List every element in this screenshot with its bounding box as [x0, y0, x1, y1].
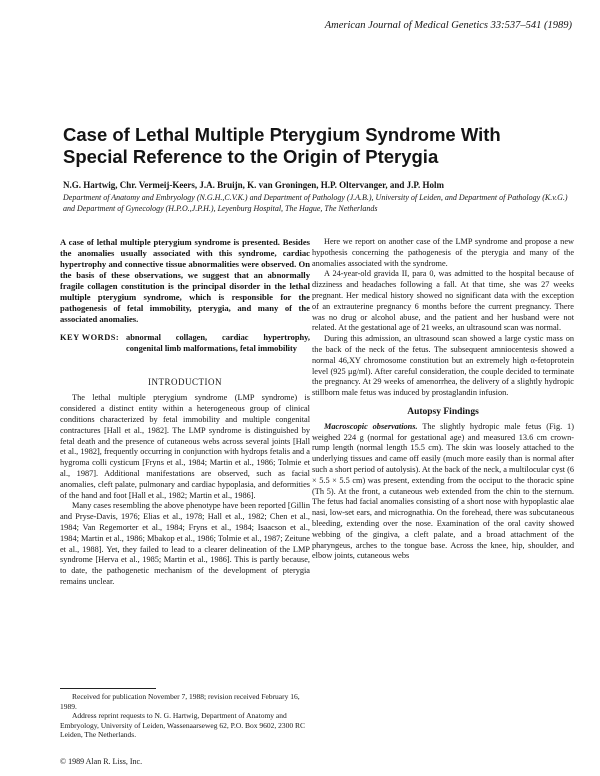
affiliation: Department of Anatomy and Embryology (N.G.H.,C.V.K.) and Department of Pathology (J.A.B.), University of Leiden, and Department of Pathology (K.v.G.) and Department of Gynecology (H.P.O.,J.P.H.), Leyenburg Hospital, The Hague, The Netherlands — [63, 193, 568, 213]
intro-paragraph-3: Here we report on another case of the LMP syndrome and propose a new hypothesis concerning the pathogenesis of the pterygia and many of the anomalies associated with the syndrome. — [312, 237, 574, 268]
copyright-line: © 1989 Alan R. Liss, Inc. — [60, 757, 143, 766]
keywords-label: KEY WORDS: — [60, 333, 120, 342]
keywords-terms: abnormal collagen, cardiac hypertrophy, congenital limb malformations, fetal immobility — [126, 333, 310, 353]
case-paragraph-2: During this admission, an ultrasound scan showed a large cystic mass on the back of the neck of the fetus. The subsequent amniocentesis showed a normal 46,XY chromosome constitution but an extremely high α-fetoprotein level (925 μg/ml). After careful consideration, the couple decided to terminate the pregnancy. At 29 weeks of amenorrhea, the delivery of a slightly hydropic stillborn male fetus was induced by prostaglandin infusion. — [312, 334, 574, 398]
autopsy-paragraph — [312, 422, 574, 562]
keywords-block — [60, 333, 310, 355]
left-column — [60, 237, 310, 588]
reprint-note: Address reprint requests to N. G. Hartwig, Department of Anatomy and Embryology, University of Leiden, Wassenaarseweg 62, P.O. Box 9602, 2300 RC Leiden, The Netherlands. — [60, 711, 305, 739]
autopsy-heading: Autopsy Findings — [407, 406, 479, 417]
macroscopic-subheading: Macroscopic observations. — [324, 421, 418, 431]
abstract: A case of lethal multiple pterygium syndrome is presented. Besides the anomalies usually associated with this syndrome, cardiac hypertrophy and connective tissue abnormalities were observed. On the basis of these observations, we suggest that an abnormally fragile collagen constitution is the principal disorder in the lethal multiple pterygium syndrome, which is responsible for the pathogenesis of fetal immobility, pterygia, and many of the associated anomalies. — [60, 237, 310, 324]
article-title: Case of Lethal Multiple Pterygium Syndrome With Special Reference to the Origin of Pterygia — [63, 124, 501, 167]
case-paragraph-1: A 24-year-old gravida II, para 0, was admitted to the hospital because of dizziness and headaches following a fall. At that time, she was 27 weeks pregnant. Her medical history showed no significant data with the exception of an extrauterine pregnancy 6 months before the current pregnancy. There was no drug or alcohol abuse, and the patient and her husband were not related. At the gestational age of 21 weeks, an ultrasound scan was normal. — [312, 269, 574, 333]
received-note: Received for publication November 7, 1988; revision received February 16, 1989. — [60, 692, 300, 711]
author-list: N.G. Hartwig, Chr. Vermeij-Keers, J.A. Bruijn, K. van Groningen, H.P. Oltervanger, and J.P. Holm — [63, 180, 445, 190]
footnotes — [60, 688, 310, 740]
introduction-heading: INTRODUCTION — [148, 376, 222, 387]
right-column — [312, 237, 574, 562]
intro-paragraph-2: Many cases resembling the above phenotype have been reported [Gillin and Pryse-Davis, 1976; Elias et al., 1978; Hall et al., 1982; Chen et al., 1984; Van Regemorter et al., 1984; Fryns et al., 1984; Isaacson et al., 1984; Martin et al., 1986; Mbakop et al., 1986; Tolmie et al., 1987; Zeitune et al., 1988]. Yet, they failed to lead to a clearer delineation of the LMP syndrome [Herva et al., 1985; Martin et al., 1986]. This is partly because, to date, the pathogenetic mechanism of the development of pterygia remains unclear. — [60, 501, 310, 586]
running-head: American Journal of Medical Genetics 33:537–541 (1989) — [324, 20, 572, 31]
footnote-rule — [60, 688, 156, 689]
intro-paragraph-1: The lethal multiple pterygium syndrome (LMP syndrome) is considered a distinct entity within a heterogeneous group of clinical conditions characterized by fetal immobility and multiple congenital contractures [Hall et al., 1982]. The LMP syndrome is distinguished by fetal death and the presence of cutaneous webs across several joints [Hall et al., 1982], frequently occurring in conjunction with hydrops fetalis and a hygroma colli cysticum [Fryns et al., 1984; Martin et al., 1986; Tolmie et al., 1987]. Additional manifestations are observed, such as facial anomalies, cleft palate, pulmonary and cardiac hypoplasia, and deformities of the hand and foot [Hall et al., 1982; Martin et al., 1986]. — [60, 393, 310, 500]
autopsy-text: The slightly hydropic male fetus (Fig. 1) weighed 224 g (normal for gestational age) and measured 13.6 cm crown-rump length (normal length 15.5 cm). The skin was loosely attached to the underlying tissues and came off easily (much more easily than is normal after such a short period of autolysis). At the back of the neck, a multilocular cyst (6 × 5.5 × 5.5 cm) was present, extending from the occiput to the thoracic spine (Th 5). At the front, a cutaneous web extended from the chin to the sternum. The fetus had facial anomalies consisting of a short nose with hypoplastic alae nasi, low-set ears, and micrognathia. On the forehead, there was subcutaneous bleeding, extending over the nose. Examination of the oral cavity showed webbing of the gingiva, a cleft palate, and a broad attachment of the pharyngeus, arches to the tongue base. Across the knee, hip, shoulder, and elbow joints, cutaneous webs — [312, 421, 574, 561]
